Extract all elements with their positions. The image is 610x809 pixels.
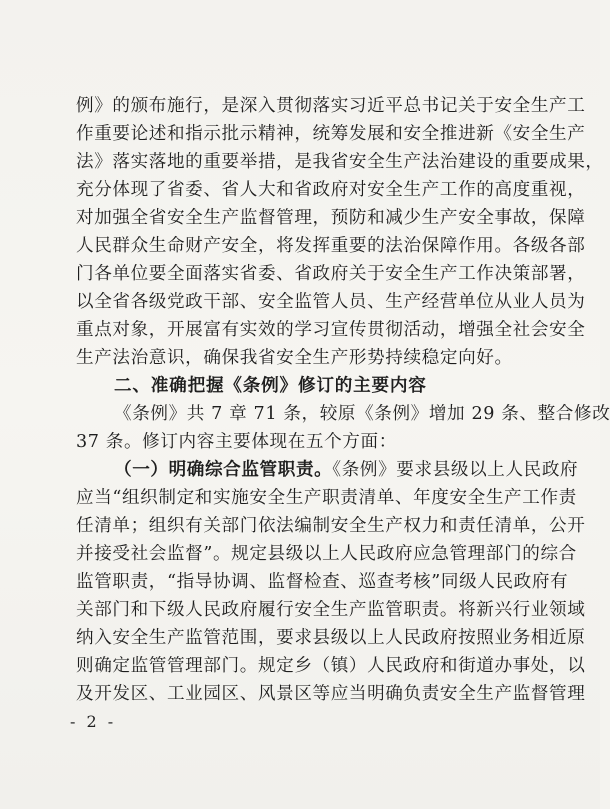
- text-line: 例》的颁布施行，是深入贯彻落实习近平总书记关于安全生产工: [76, 96, 586, 116]
- text-line: 法》落实落地的重要举措，是我省安全生产法治建设的重要成果，: [76, 152, 604, 172]
- subsection-heading: （一）明确综合监管职责。: [114, 460, 333, 480]
- document-body: [76, 92, 610, 708]
- text-line: 并接受社会监督”。规定县级以上人民政府应急管理部门的综合: [76, 544, 577, 564]
- text-line: 作重要论述和指示批示精神，统筹发展和安全推进新《安全生产: [76, 124, 586, 144]
- text-line: 应当“组织制定和实施安全生产职责清单、年度安全生产工作责: [76, 488, 577, 508]
- page-number: - 2 -: [70, 712, 117, 731]
- text-line: 37 条。修订内容主要体现在五个方面：: [76, 432, 397, 452]
- text-line: [76, 456, 579, 484]
- text-line: 对加强全省安全生产监督管理，预防和减少生产安全事故，保障: [76, 208, 586, 228]
- text-line: 充分体现了省委、省人大和省政府对安全生产工作的高度重视，: [76, 180, 586, 200]
- text-span: 《条例》要求县级以上人民政府: [332, 460, 579, 480]
- text-line: 门各单位要全面落实省委、省政府关于安全生产工作决策部署，: [76, 264, 586, 284]
- text-line: 及开发区、工业园区、风景区等应当明确负责安全生产监督管理: [76, 684, 586, 704]
- text-line: 则确定监管管理部门。规定乡（镇）人民政府和街道办事处，以: [76, 656, 586, 676]
- text-line: 以全省各级党政干部、安全监管人员、生产经营单位从业人员为: [76, 292, 586, 312]
- text-line: 《条例》共 7 章 71 条，较原《条例》增加 29 条、整合修改: [114, 404, 610, 424]
- text-line: 生产法治意识，确保我省安全生产形势持续稳定向好。: [76, 348, 513, 368]
- text-line: 关部门和下级人民政府履行安全生产监管职责。将新兴行业领域: [76, 600, 586, 620]
- text-line: 监管职责，“指导协调、监督检查、巡查考核”同级人民政府有: [76, 572, 569, 592]
- text-line: 纳入安全生产监管范围，要求县级以上人民政府按照业务相近原: [76, 628, 586, 648]
- text-line: 人民群众生命财产安全，将发挥重要的法治保障作用。各级各部: [76, 236, 586, 256]
- section-heading: 二、准确把握《条例》修订的主要内容: [114, 376, 427, 396]
- text-line: 重点对象，开展富有实效的学习宣传贯彻活动，增强全社会安全: [76, 320, 586, 340]
- text-line: 任清单；组织有关部门依法编制安全生产权力和责任清单，公开: [76, 516, 586, 536]
